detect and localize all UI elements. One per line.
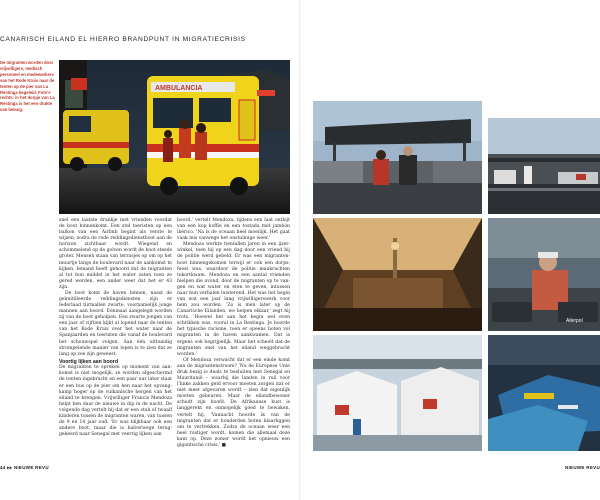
article-column-1: [59, 218, 172, 438]
column1-paragraph-3: De migranten te spreken op moment van aankomst is niet mogelijk, ze worden afgeschermd de tenten ingebracht en een paar uur later staat er een bus op de pier om hen naar het opvangkamp hoger op de vulkanische bergen van het eiland te brengen. Vrijwilliger Francis Mendoza helpt ben daar de nieuwe in dip in de nacht. De volgende dag vertelt hij dat er een stuk of twaalf kinderen tussen de migranten waren, van tussen de 9 en 14 jaar oud. 'Er was blijkbaar ook een andere boot, maar die is halverwege teruggekeerd naar Senegal met veertig lijken aan: [59, 365, 172, 438]
tent-interior-photo: [313, 218, 482, 331]
harbor-photo: [488, 118, 600, 214]
ambulance-photo: [59, 60, 290, 214]
man-on-bench-photo: [488, 218, 600, 331]
wrecked-boats-scene: [488, 335, 600, 451]
column1-subheading: Voortig lijken aan boord: [59, 358, 118, 365]
end-mark-icon: ■: [221, 442, 226, 448]
column2-paragraph-2: Mendoza werkte tientallen jaren in een ijzerwinkel, toen hij op een dag door een vriend bij de politie werd gebeld. Er was een migrantenboot binnengekomen terwijl er ook een dorpsfeest was, waardoor de politie mankrachten tekortkwam. Mendoza en een aantal vrienden hielpen die avond, door de migranten op te vangen en wat water en eten te geven, intussen naar hun verhalen luisterend. Het was het begin van wat een jaar lang vrijwilligerswerk voor hem zou worden. 'Zo is men later op de Canarische Eilanden, we helpen elkaar,' zegt hij trots. 'Hoewel het aan het begin wel even schrikken was, vooral in La Restinga. Je hoorde het typische racisme, toen er opeens boten vol migranten in de haven aankwamen. Dat is ergens ook begrijpelijk. Maar het scheelt dat de migranten snel van het eiland weggebracht worden.': [177, 242, 290, 357]
page-footer-left: 44 ▸▸ NIEUWE REVU: [0, 465, 49, 470]
red-cross-tents-scene: [313, 335, 482, 451]
column2-paragraph-3-text: Of Mendoza verwacht dat er een einde komt aan de migrantenstroom? 'Nu de Europese Unie druk bezig is deals te besluiten met Senegal en Mauritanië – waarbij die landen in ruil voor l'linke zakken geld ervoor moeten zorgen dat er niet meer afgevaren wordt – zien dat eigenlijk moeten gebeuren. Maar de eilandbewoner schudt zijn hoofd. De Afrikaanse kust is langgerekt en onmogelijk goed te bewaken, vertelt hij. 'Vannacht hoorde ik van de migranten dat er honderden boten klaarliggen om te vertrekken. Zodra de oceaan weer een heel rustiger wordt, komen die allemaal deze kant op. Deze zomer wordt het opnieuw een gigantische crisis.': [177, 357, 290, 448]
page-footer-right: NIEUWE REVU: [564, 465, 600, 470]
column1-paragraph-1: snel een laatste drankje met vrienden voordat de boot binnenkomt. Een stel toeristen op een balkon van een Airbnb begint als verste te wijzen, zodra de rode reddingsdienstboot aan de horizon zichtbaar wordt. Wiegend en schommelend op de golven wordt de boot steeds groter. Mensen staan van terrasjes op om op het muurtje langs de boulevard naar de aankomst te kijken. Iemand heeft gehoord dat de migranten al tot hun middel in het water zaten toen ze gered werden, een ander weet dat het er 43 zijn.: [59, 218, 172, 290]
red-cross-tents-photo: [313, 335, 482, 451]
ambulance-photo-scene: [59, 60, 290, 214]
pergola-photo: [313, 101, 482, 214]
page-gutter: [299, 0, 301, 500]
column2-paragraph-3: [177, 358, 290, 449]
section-header: CANARISCH EILAND EL HIERRO BRANDPUNT IN MIGRATIECRISIS: [0, 36, 246, 43]
column1-paragraph-2: De boot komt de haven binnen, naast de geïmitilleerde reddingsdiensten zijn er Iederlaad tiirmallen zwarte, voornamelijk jonge mannen aan boord. Eenmaal aangelegd worden zij van de boot geholpen. Een zwarte jongen van een jaar of vijftien kijkt al lopend naar de tenten van het Rode Kruis over het water naar de Spanjaarden en toeristen die vanaf de boulevard het schouwspel volgen. Aan één uitbundig strompelende manier van lopen is te zien dat ze lang op zee zijn geweest.: [59, 290, 172, 357]
tent-interior-scene: [313, 218, 482, 331]
pergola-photo-scene: [313, 101, 482, 214]
man-on-bench-scene: [488, 218, 600, 331]
ambulance-label: AMBULANCIA: [155, 85, 203, 92]
bench-sign-label: Ailerpol: [566, 318, 583, 324]
wrecked-boats-photo: [488, 335, 600, 451]
article-column-2: [177, 218, 290, 449]
harbor-photo-scene: [488, 118, 600, 214]
photo-caption: De migranten worden door vrijwilligers, medisch personeel en medewerkers van het Rode Kruis naar de tenten op de pier van La Restinga begeleid. Foto's rechts: in het dorpje van La Restinga is het een drukte van belang.: [0, 60, 55, 113]
column2-paragraph-1: boord,' vertelt Mendoza, tijdens een laat ontbijt van een kop koffie en een tostada met jambón ibérico. 'Na is de oceaan heel moeilijk. Het gaat vaak mis vanwege het onstuimige weer.': [177, 218, 290, 242]
